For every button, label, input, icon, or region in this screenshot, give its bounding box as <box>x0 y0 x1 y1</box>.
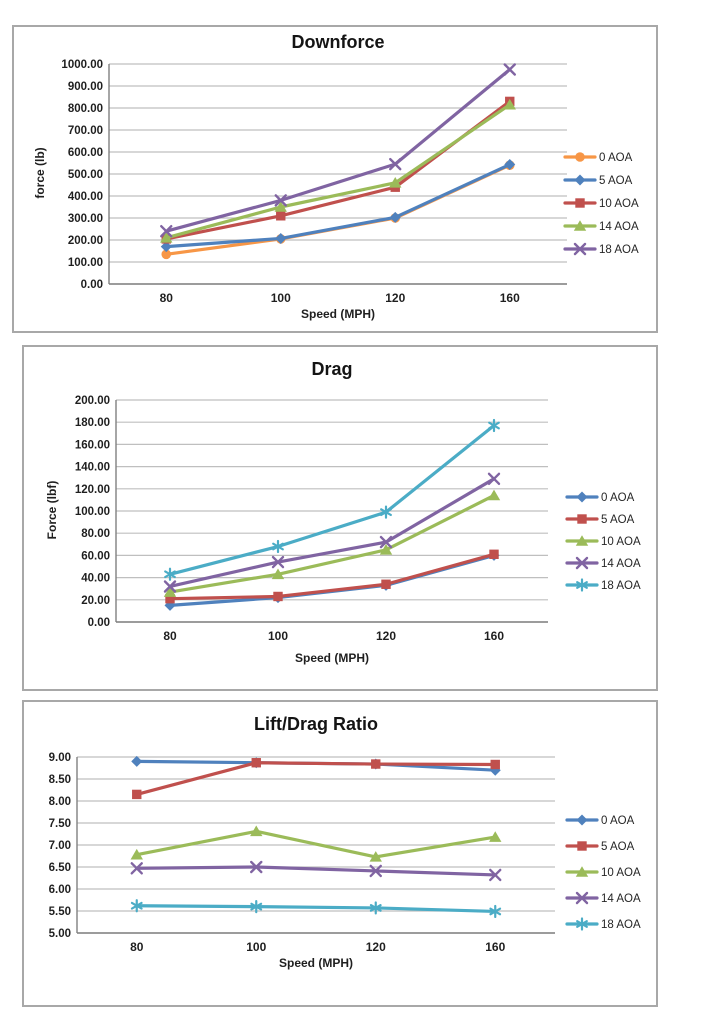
chart-plot-area <box>24 347 656 689</box>
svg-text:100: 100 <box>270 291 291 305</box>
legend-item-10-AOA[interactable] <box>565 198 639 210</box>
series-line-0-AOA[interactable] <box>166 165 510 254</box>
svg-text:10 AOA: 10 AOA <box>599 198 639 210</box>
svg-text:14 AOA: 14 AOA <box>601 558 641 570</box>
series-markers-5-AOA <box>161 159 516 252</box>
y-axis-title: force (lb) <box>33 147 47 199</box>
svg-text:14 AOA: 14 AOA <box>599 221 639 233</box>
lift-drag-ratio-chart[interactable] <box>22 700 658 1007</box>
svg-text:5.00: 5.00 <box>48 928 71 940</box>
svg-text:100.00: 100.00 <box>67 257 103 269</box>
y-axis-tick-labels <box>75 395 110 629</box>
svg-text:7.50: 7.50 <box>48 818 71 830</box>
legend-item-5-AOA[interactable] <box>565 175 633 188</box>
svg-text:6.00: 6.00 <box>48 884 71 896</box>
svg-text:800.00: 800.00 <box>67 103 103 115</box>
svg-text:80: 80 <box>163 629 177 643</box>
svg-text:700.00: 700.00 <box>67 125 103 137</box>
legend-item-0-AOA[interactable] <box>567 815 635 828</box>
svg-text:0.00: 0.00 <box>87 617 110 629</box>
svg-text:80: 80 <box>159 291 173 305</box>
series-markers-18-AOA <box>161 65 515 237</box>
svg-text:0 AOA: 0 AOA <box>599 152 633 164</box>
legend-item-14-AOA[interactable] <box>567 558 641 570</box>
chart-title: Lift/Drag Ratio <box>254 714 378 734</box>
series-markers-14-AOA <box>160 99 516 243</box>
svg-text:300.00: 300.00 <box>67 213 103 225</box>
svg-text:120.00: 120.00 <box>74 483 110 496</box>
legend-item-10-AOA[interactable] <box>567 535 641 548</box>
x-axis-tick-labels <box>130 940 506 954</box>
svg-text:600.00: 600.00 <box>67 147 103 159</box>
series-line-10-AOA[interactable] <box>137 831 496 857</box>
series-line-14-AOA[interactable] <box>137 867 496 875</box>
downforce-chart[interactable] <box>12 25 658 333</box>
svg-text:200.00: 200.00 <box>67 235 103 247</box>
x-axis-title: Speed (MPH) <box>294 651 369 665</box>
svg-text:20.00: 20.00 <box>81 594 110 607</box>
legend-item-18-AOA[interactable] <box>567 919 641 932</box>
svg-text:0 AOA: 0 AOA <box>601 815 635 827</box>
legend <box>567 492 641 593</box>
svg-text:160: 160 <box>499 291 520 305</box>
chart-title: Downforce <box>291 32 385 52</box>
svg-text:120: 120 <box>385 291 406 305</box>
series-markers-10-AOA <box>162 97 515 244</box>
legend-item-5-AOA[interactable] <box>567 841 635 853</box>
series-line-18-AOA[interactable] <box>166 70 510 232</box>
svg-text:900.00: 900.00 <box>67 81 103 93</box>
drag-chart[interactable] <box>22 345 658 691</box>
svg-text:10 AOA: 10 AOA <box>601 536 641 548</box>
svg-text:5 AOA: 5 AOA <box>601 841 635 853</box>
svg-text:500.00: 500.00 <box>67 169 103 181</box>
svg-text:40.00: 40.00 <box>81 572 110 585</box>
legend-item-0-AOA[interactable] <box>565 152 633 164</box>
y-axis-title: Force (lbf) <box>45 480 59 540</box>
y-axis-tick-labels <box>49 752 71 940</box>
legend <box>567 815 641 932</box>
legend <box>565 152 639 256</box>
svg-text:18 AOA: 18 AOA <box>601 919 641 931</box>
x-axis-tick-labels <box>163 629 504 643</box>
svg-text:80.00: 80.00 <box>81 528 110 541</box>
series-markers-14-AOA <box>132 862 501 880</box>
svg-text:400.00: 400.00 <box>67 191 103 203</box>
svg-text:5.50: 5.50 <box>48 906 71 918</box>
y-axis-tick-labels <box>61 59 103 291</box>
chart-title: Drag <box>311 359 353 379</box>
chart-plot-area <box>14 27 656 331</box>
legend-item-14-AOA[interactable] <box>567 893 641 905</box>
svg-text:200.00: 200.00 <box>74 395 110 407</box>
series-line-5-AOA[interactable] <box>166 165 510 247</box>
legend-item-18-AOA[interactable] <box>565 244 639 256</box>
x-axis-title: Speed (MPH) <box>278 956 353 970</box>
svg-text:160.00: 160.00 <box>74 439 110 452</box>
svg-text:100.00: 100.00 <box>74 506 110 518</box>
svg-text:10 AOA: 10 AOA <box>601 867 641 879</box>
svg-text:18 AOA: 18 AOA <box>599 244 639 256</box>
svg-text:9.00: 9.00 <box>48 752 71 764</box>
x-axis-title: Speed (MPH) <box>300 307 375 321</box>
chart-plot-area <box>24 702 656 1005</box>
svg-text:6.50: 6.50 <box>48 862 71 874</box>
legend-item-18-AOA[interactable] <box>567 580 641 593</box>
legend-item-5-AOA[interactable] <box>567 514 635 526</box>
svg-text:80: 80 <box>130 940 144 954</box>
svg-text:18 AOA: 18 AOA <box>601 580 641 592</box>
x-axis-tick-labels <box>160 291 521 305</box>
svg-text:160: 160 <box>483 629 505 643</box>
svg-text:120: 120 <box>375 629 397 643</box>
svg-text:140.00: 140.00 <box>74 461 110 474</box>
legend-item-0-AOA[interactable] <box>567 492 635 505</box>
svg-text:160: 160 <box>485 940 506 954</box>
svg-text:0 AOA: 0 AOA <box>601 492 635 504</box>
svg-text:8.00: 8.00 <box>48 796 71 808</box>
svg-text:180.00: 180.00 <box>74 417 110 430</box>
svg-text:0.00: 0.00 <box>80 279 103 291</box>
svg-text:60.00: 60.00 <box>81 550 110 563</box>
svg-text:5 AOA: 5 AOA <box>601 514 635 526</box>
svg-text:7.00: 7.00 <box>48 840 71 852</box>
gridlines <box>109 64 567 284</box>
svg-text:5 AOA: 5 AOA <box>599 175 633 187</box>
legend-item-10-AOA[interactable] <box>567 866 641 879</box>
svg-text:8.50: 8.50 <box>48 774 71 786</box>
svg-text:1000.00: 1000.00 <box>61 59 103 71</box>
svg-text:100: 100 <box>246 940 267 954</box>
svg-text:100: 100 <box>267 629 289 643</box>
svg-text:14 AOA: 14 AOA <box>601 893 641 905</box>
svg-text:120: 120 <box>365 940 386 954</box>
legend-item-14-AOA[interactable] <box>565 220 639 233</box>
